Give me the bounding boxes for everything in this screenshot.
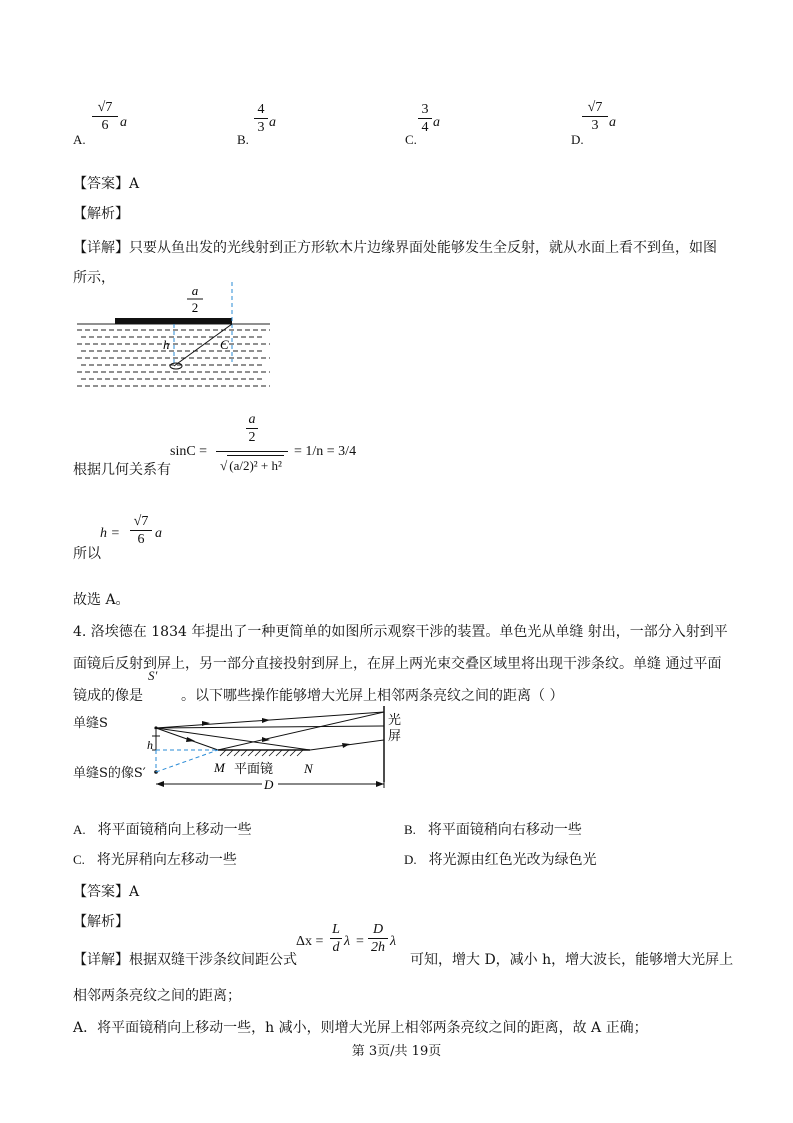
q4-option-d (404, 852, 597, 869)
q3-so-formula (100, 514, 170, 554)
q3-so-prefix: 所以 (73, 546, 101, 562)
option-text: 将光屏稍向左移动一些 (96, 852, 237, 868)
frac2-num: D (372, 922, 384, 937)
q3-choose: 故选 A。 (73, 592, 130, 608)
q4-detail-prefix (73, 952, 297, 969)
so-lhs: h = (100, 526, 120, 541)
q3-analysis-tag: 【解析】 (73, 206, 129, 222)
q4-detail-suffix: 可知，增大 D，减小 h，增大波长，能够增大光屏上 (410, 952, 734, 968)
option-d-fraction (582, 100, 608, 133)
option-letter: D. (404, 852, 417, 867)
so-num: √7 (133, 514, 149, 529)
option-text: 将平面镜稍向右移动一些 (427, 822, 582, 838)
option-a-numerator: √7 (97, 100, 113, 115)
fig-h-label-q4: h (147, 738, 153, 752)
cork-board (115, 318, 232, 324)
frac1-num: L (332, 922, 340, 937)
option-a-var: a (120, 115, 127, 130)
q3-detail-line1 (73, 240, 717, 257)
so-den: 6 (137, 532, 145, 547)
formula-lambda2: λ (390, 934, 397, 949)
formula-lhs: sinC = (170, 444, 208, 459)
q4-line1: 4. 洛埃德在 1834 年提出了一种更简单的如图所示观察干涉的装置。单色光从单缝 射出，一部分入射到平 (73, 624, 728, 640)
option-a-fraction (92, 100, 118, 133)
frac2-den: 2h (371, 940, 385, 955)
option-b-letter: B. (237, 132, 249, 147)
formula-frac1 (330, 922, 342, 955)
option-letter: C. (73, 852, 85, 867)
screen-label-1: 光 (388, 712, 402, 727)
option-d-numerator: √7 (587, 100, 603, 115)
fig-mirror-label: 平面镜 (234, 761, 274, 776)
option-a-letter: A. (73, 132, 86, 147)
formula-frac2 (368, 922, 388, 955)
q4-detail-line3: A．将平面镜稍向上移动一些，h 减小，则增大光屏上相邻两条亮纹之间的距离，故 A 正确； (73, 1020, 648, 1036)
answer-tag: 【答案】 (73, 884, 129, 900)
answer-value: A (129, 884, 140, 900)
line3-part-b: 。以下哪些操作能够增大光屏上相邻两条亮纹之间的距离（ ） (181, 688, 564, 704)
q4-formula (296, 922, 406, 966)
formula-lhs: Δx = (296, 934, 324, 949)
q3-figure (75, 282, 275, 392)
fig-2-label: 2 (191, 300, 199, 315)
sqrt-body-text: (a/2)² + h² (227, 455, 284, 473)
detail-tag: 【详解】 (73, 952, 129, 968)
page-footer: 第 3页/共 19页 (351, 1044, 442, 1059)
q4-option-a (73, 822, 252, 839)
q4-line2: 面镜后反射到屏上，另一部分直接投射到屏上，在屏上两光束交叠区域里将出现干涉条纹。单缝 通过平面 (73, 656, 722, 672)
option-letter: A. (73, 822, 86, 837)
fig-n-label: N (304, 761, 313, 776)
screen-label-2: 屏 (388, 728, 402, 743)
fish-icon (170, 363, 182, 369)
q3-answer (73, 176, 139, 193)
detail-tag: 【详解】 (73, 240, 129, 256)
q3-detail-line2: 所示， (73, 270, 115, 286)
option-text: 将平面镜稍向上移动一些 (97, 822, 252, 838)
formula-big-fraction (216, 412, 288, 474)
option-d-letter: D. (571, 132, 584, 147)
answer-value: A (129, 176, 140, 192)
frac1-den: d (332, 940, 340, 955)
option-text: 将光源由红色光改为绿色光 (428, 852, 597, 868)
fig-image-label: 单缝S的像S′ (73, 766, 146, 781)
q4-answer (73, 884, 139, 901)
q4-figure (70, 704, 415, 796)
formula-lambda1: λ (344, 934, 351, 949)
option-c-denominator: 4 (421, 120, 429, 135)
option-c-var: a (433, 115, 440, 130)
option-b-numerator: 4 (257, 102, 265, 117)
so-fraction (130, 514, 152, 547)
outer-num: a (248, 412, 256, 427)
option-c-fraction (418, 102, 432, 135)
sqrt-body: √ (a/2)² + h² (216, 458, 288, 474)
q4-analysis-tag: 【解析】 (73, 914, 129, 930)
outer-den: 2 (248, 430, 256, 445)
answer-tag: 【答案】 (73, 176, 129, 192)
line3-part-a: 镜成的像是 (73, 688, 143, 704)
option-d-var: a (609, 115, 616, 130)
option-d-denominator: 3 (591, 118, 599, 133)
q4-option-b (404, 822, 582, 839)
fig-h-label: h (163, 337, 170, 352)
detail-prefix-text: 根据双缝干涉条纹间距公式 (129, 952, 297, 968)
option-letter: B. (404, 822, 416, 837)
option-c-numerator: 3 (421, 102, 429, 117)
q3-relation-prefix: 根据几何关系有 (73, 462, 171, 478)
q4-line3 (73, 688, 563, 705)
so-var: a (155, 526, 162, 541)
option-c-letter: C. (405, 132, 417, 147)
formula-eq: = (356, 934, 364, 949)
fig-c-label: C (220, 337, 229, 352)
fig-d-label: D (264, 777, 274, 792)
fig-slit-label: 单缝S (73, 716, 108, 731)
q4-option-c (73, 852, 237, 869)
option-b-denominator: 3 (257, 120, 265, 135)
fig-a-label: a (191, 283, 199, 298)
q4-detail-line2: 相邻两条亮纹之间的距离； (73, 988, 241, 1004)
option-b-var: a (269, 115, 276, 130)
fig-m-label: M (214, 760, 225, 775)
q4-s-prime-inline: S′ (148, 668, 158, 683)
option-b-fraction (254, 102, 268, 135)
option-a-denominator: 6 (101, 118, 109, 133)
q3-relation-formula (170, 412, 360, 494)
detail-text: 只要从鱼出发的光线射到正方形软木片边缘界面处能够发生全反射，就从水面上看不到鱼，如图 (129, 240, 717, 256)
formula-mid: = 1/n = 3/4 (294, 444, 357, 459)
